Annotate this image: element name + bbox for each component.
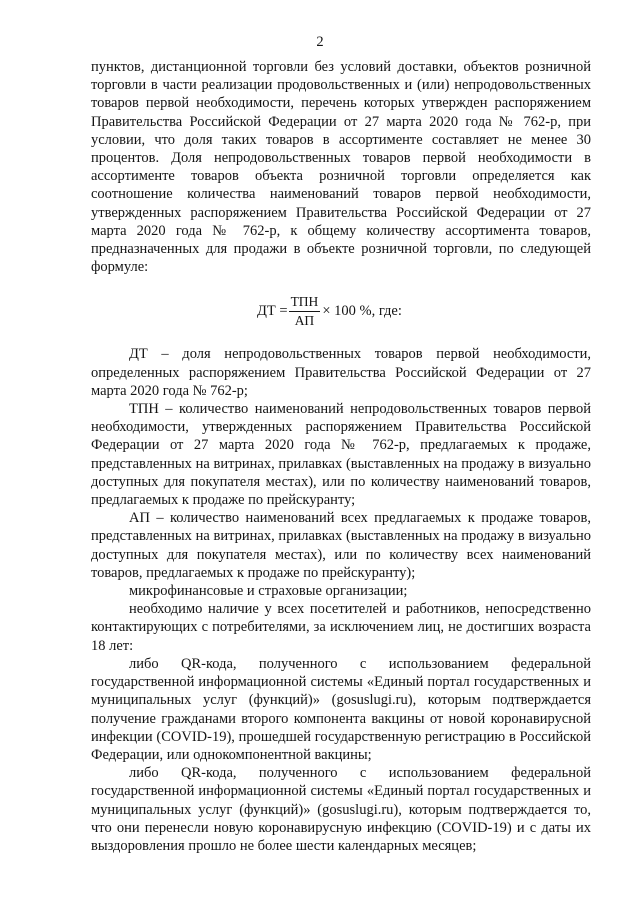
formula-lhs: ДТ =: [257, 303, 288, 320]
paragraph-continuation: пунктов, дистанционной торговли без условий доставки, объектов розничной торговли в части реализации продовольственных и (или) непродовольственных товаров первой необходимости, перечень которых утвержден распоряжением Правительства Российской Федерации от 27 марта 2020 года № 762-р, при условии, что доля таких товаров в ассортименте составляет не менее 30 процентов. Доля непродовольственных товаров первой необходимости в ассортименте товаров объекта розничной торговли определяется как соотношение количества наименований товаров первой необходимости, утвержденных распоряжением Правительства Российской Федерации от 27 марта 2020 года № 762-р, к общему количеству ассортимента товаров, предназначенных для продажи в объекте розничной торговли, по следующей формуле:: [91, 59, 591, 276]
formula-denominator: АП: [294, 312, 315, 328]
formula-expression: [257, 291, 402, 331]
page-number: 2: [316, 34, 324, 50]
formula: [91, 291, 591, 331]
paragraph-qr-recovery: либо QR-кода, полученного с использованием федеральной государственной информационной системы «Единый портал государственных и муниципальных услуг (функций)» (gosuslugi.ru), которым подтверждается то, что они перенесли новую коронавирусную инфекцию (COVID-19) и с даты их выздоровления прошло не более шести календарных месяцев;: [91, 765, 591, 854]
definition-dt: ДТ – доля непродовольственных товаров первой необходимости, определенных распоряжением Правительства Российской Федерации от 27 марта 2020 года № 762-р;: [91, 346, 591, 399]
definition-tpn: ТПН – количество наименований непродовольственных товаров первой необходимости, утвержденных распоряжением Правительства Российской Федерации от 27 марта 2020 года № 762-р, предлагаемых к продаже, представленных на витринах, прилавках (выставленных на продажу в визуально доступных для покупателя местах), или по количеству наименований товаров, предлагаемых к продаже по прейскуранту;: [91, 401, 591, 509]
paragraph-qr-requirement: необходимо наличие у всех посетителей и работников, непосредственно контактирующих с потребителями, за исключением лиц, не достигших возраста 18 лет:: [91, 601, 591, 654]
document-body: [91, 58, 591, 855]
formula-numerator: ТПН: [289, 294, 321, 312]
paragraph-microfinance: микрофинансовые и страховые организации;: [129, 583, 408, 600]
formula-fraction: [289, 294, 321, 329]
formula-rhs: × 100 %, где:: [322, 303, 402, 320]
paragraph-qr-vaccination: либо QR-кода, полученного с использованием федеральной государственной информационной системы «Единый портал государственных и муниципальных услуг (функций)» (gosuslugi.ru), которым подтверждается получение гражданами второго компонента вакцины от новой коронавирусной инфекции (COVID-19), прошедшей государственную регистрацию в Российской Федерации, или однокомпонентной вакцины;: [91, 655, 591, 763]
definition-ap: АП – количество наименований всех предлагаемых к продаже товаров, представленных на витринах, прилавках (выставленных на продажу в визуально доступных для покупателя местах), или по количеству всех наименований товаров, предлагаемых к продаже по прейскуранту);: [91, 510, 591, 581]
